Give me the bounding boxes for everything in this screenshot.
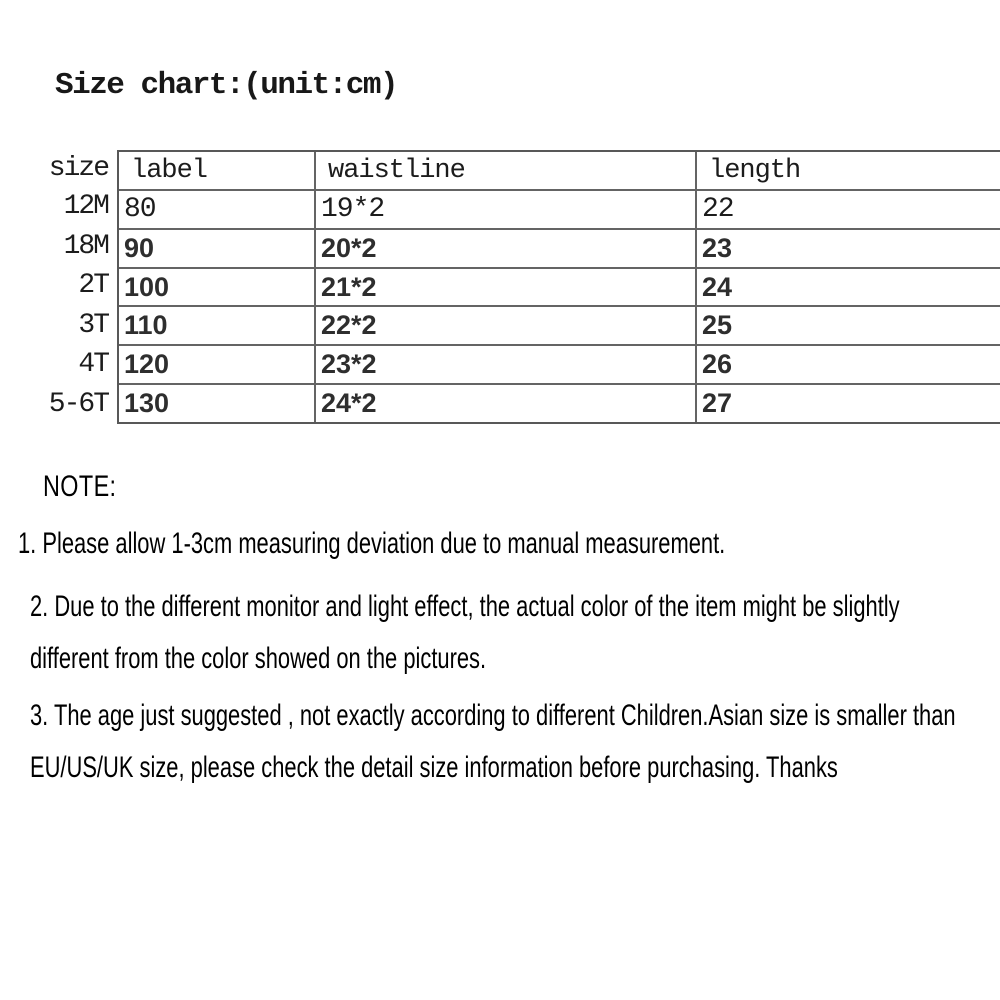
table-cell-waistline-4t: 23*2 [314, 344, 695, 383]
table-cell-waistline-2t: 21*2 [314, 267, 695, 306]
column-header-length: length [695, 152, 1000, 189]
table-cell-waistline-3t: 22*2 [314, 305, 695, 344]
table-cell-label-18m: 90 [119, 228, 314, 267]
size-chart-table [117, 150, 1000, 424]
table-cell-waistline-5-6t: 24*2 [314, 383, 695, 422]
column-header-label: label [131, 155, 208, 186]
table-cell-length-4t: 26 [695, 344, 1000, 383]
size-column-header: size [48, 153, 108, 184]
page-title: Size chart:(unit:cm) [55, 68, 398, 103]
note-2-line-1: 2. Due to the different monitor and light effect, the actual color of the item might be slightly [30, 590, 900, 623]
size-label-2t: 2T [78, 270, 108, 302]
size-label-12m: 12M [63, 191, 108, 223]
table-cell-length-3t: 25 [695, 305, 1000, 344]
table-cell-label-4t: 120 [119, 344, 314, 383]
note-2-line-2: different from the color showed on the pictures. [30, 642, 487, 675]
size-label-18m: 18M [63, 230, 108, 262]
size-column [8, 150, 108, 424]
table-cell-length-5-6t: 27 [695, 383, 1000, 422]
note-3-line-1: 3. The age just suggested , not exactly according to different Children.Asian size is smaller than [30, 699, 956, 732]
note-3-line-2: EU/US/UK size, please check the detail size information before purchasing. Thanks [30, 751, 838, 784]
size-label-5-6t: 5-6T [48, 388, 108, 420]
note-1-line-1: 1. Please allow 1-3cm measuring deviation due to manual measurement. [18, 527, 726, 560]
table-cell-label-3t: 110 [119, 305, 314, 344]
table-cell-label-5-6t: 130 [119, 383, 314, 422]
table-cell-label-2t: 100 [119, 267, 314, 306]
notes-heading: NOTE: [43, 470, 117, 503]
table-cell-length-18m: 23 [695, 228, 1000, 267]
table-cell-length-12m: 22 [695, 189, 1000, 228]
column-header-waistline: waistline [314, 152, 695, 189]
table-cell-length-2t: 24 [695, 267, 1000, 306]
size-label-4t: 4T [78, 349, 108, 381]
table-cell-waistline-12m: 19*2 [314, 189, 695, 228]
size-label-3t: 3T [78, 309, 108, 341]
table-cell-waistline-18m: 20*2 [314, 228, 695, 267]
table-cell-label-12m: 80 [119, 189, 314, 228]
